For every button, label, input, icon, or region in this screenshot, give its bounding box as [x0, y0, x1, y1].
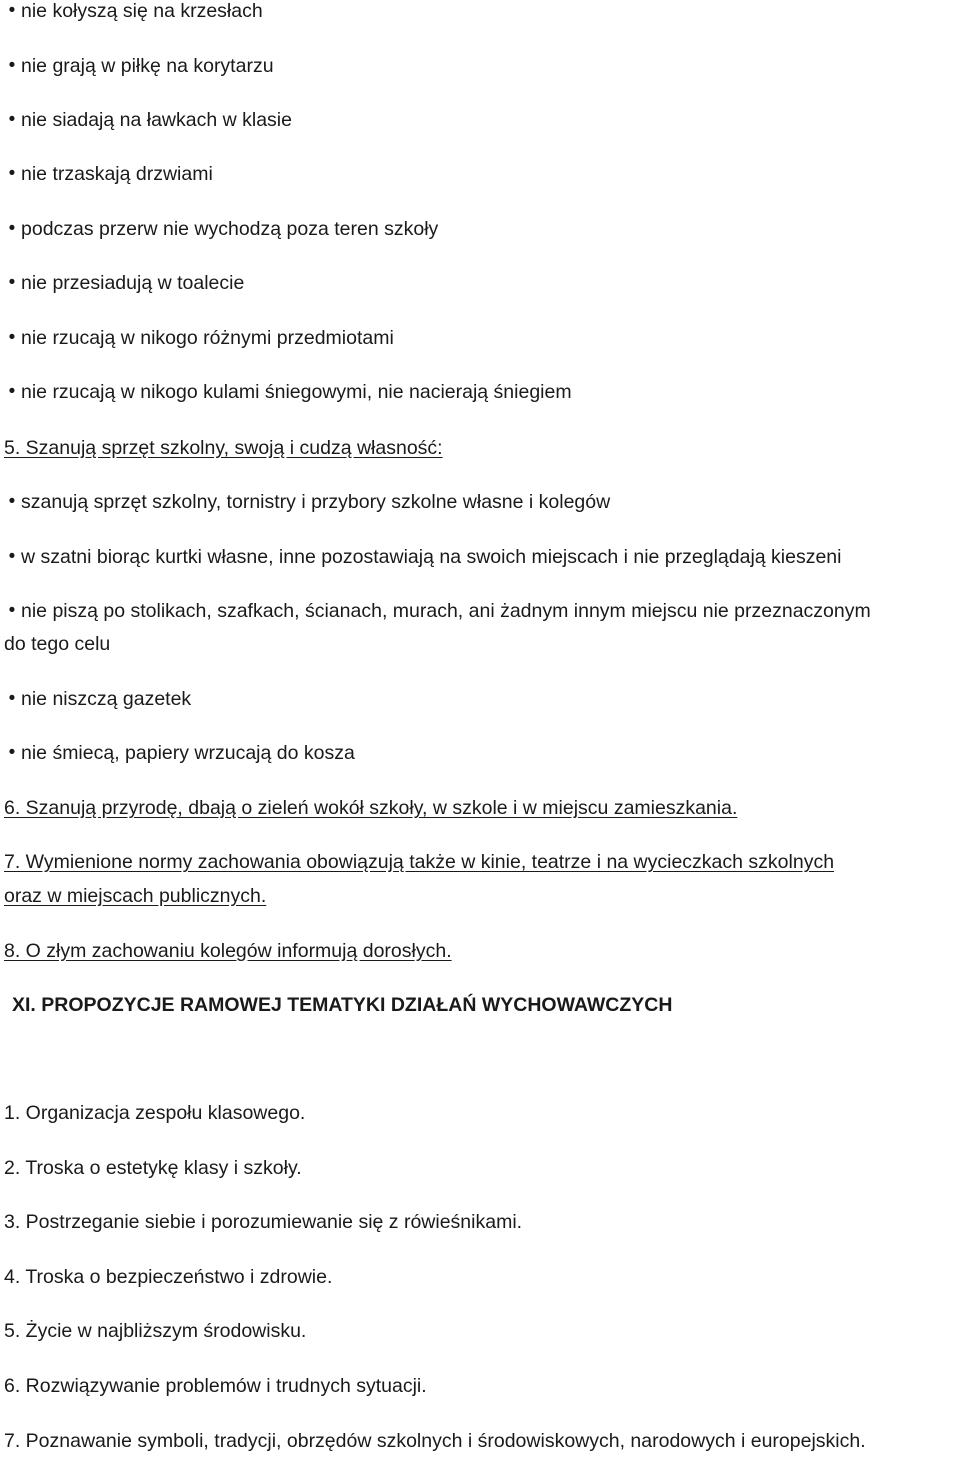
bullet-icon: •: [8, 546, 16, 567]
list-item-text: nie niszczą gazetek: [21, 688, 192, 710]
rule-8: 8. O złym zachowaniu kolegów informują dorosłych.: [4, 940, 452, 962]
bullet-icon: •: [8, 381, 16, 402]
topic-item: 6. Rozwiązywanie problemów i trudnych sytuacji.: [4, 1375, 427, 1397]
bullet-icon: •: [8, 163, 16, 184]
bullet-icon: •: [8, 0, 16, 21]
topic-item: 1. Organizacja zespołu klasowego.: [4, 1102, 306, 1124]
topic-item: 2. Troska o estetykę klasy i szkoły.: [4, 1157, 302, 1179]
topic-item: 5. Życie w najbliższym środowisku.: [4, 1320, 307, 1342]
list-item-text: nie rzucają w nikogo różnymi przedmiotami: [21, 327, 394, 349]
rule-6: 6. Szanują przyrodę, dbają o zieleń wokół szkoły, w szkole i w miejscu zamieszkania.: [4, 797, 738, 819]
list-item-text: nie grają w piłkę na korytarzu: [21, 55, 274, 77]
list-item-text: nie śmiecą, papiery wrzucają do kosza: [21, 742, 355, 764]
list-item-text: szanują sprzęt szkolny, tornistry i przybory szkolne własne i kolegów: [21, 491, 611, 513]
section-heading: XI. PROPOZYCJE RAMOWEJ TEMATYKI DZIAŁAŃ WYCHOWAWCZYCH: [12, 994, 673, 1016]
list-item-text: nie trzaskają drzwiami: [21, 163, 213, 185]
topic-item: 3. Postrzeganie siebie i porozumiewanie się z rówieśnikami.: [4, 1211, 523, 1233]
bullet-icon: •: [8, 688, 16, 709]
bullet-icon: •: [8, 742, 16, 763]
bullet-icon: •: [8, 55, 16, 76]
bullet-icon: •: [8, 218, 16, 239]
list-item-text: nie przesiadują w toalecie: [21, 272, 245, 294]
bullet-icon: •: [8, 491, 16, 512]
list-item-text: podczas przerw nie wychodzą poza teren szkoły: [21, 218, 439, 240]
bullet-icon: •: [8, 600, 16, 621]
list-item-text: w szatni biorąc kurtki własne, inne pozostawiają na swoich miejscach i nie przeglądają kieszeni: [21, 546, 842, 568]
list-item-continuation: do tego celu: [4, 633, 111, 655]
bullet-icon: •: [8, 109, 16, 130]
list-item-text: nie siadają na ławkach w klasie: [21, 109, 292, 131]
list-item-text: nie piszą po stolikach, szafkach, ścianach, murach, ani żadnym innym miejscu nie przeznaczonym: [21, 600, 871, 622]
list-item-text: nie rzucają w nikogo kulami śniegowymi, nie nacierają śniegiem: [21, 381, 572, 403]
topic-item: 7. Poznawanie symboli, tradycji, obrzędów szkolnych i środowiskowych, narodowych i europejskich.: [4, 1430, 866, 1452]
rule-7-line-2: oraz w miejscach publicznych.: [4, 885, 267, 907]
topic-item: 4. Troska o bezpieczeństwo i zdrowie.: [4, 1266, 333, 1288]
rule-7-line-1: 7. Wymienione normy zachowania obowiązują także w kinie, teatrze i na wycieczkach szkolnych: [4, 851, 835, 873]
bullet-icon: •: [8, 272, 16, 293]
list-item-text: nie kołyszą się na krzesłach: [21, 0, 263, 22]
rule-5-heading: 5. Szanują sprzęt szkolny, swoją i cudzą własność:: [4, 437, 443, 459]
bullet-icon: •: [8, 327, 16, 348]
